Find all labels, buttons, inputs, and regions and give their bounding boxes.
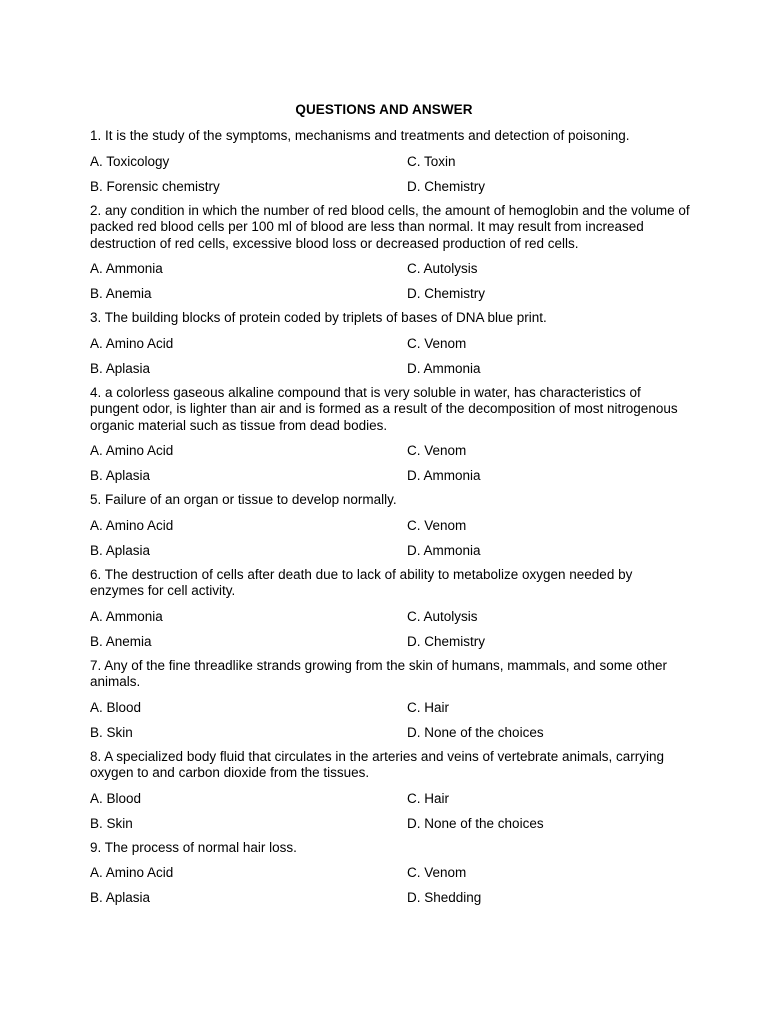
choice-a: A. Blood (90, 699, 142, 715)
question-list (90, 128, 690, 914)
choice-row (90, 864, 690, 881)
question-item (90, 749, 690, 832)
choice-b: B. Skin (90, 815, 133, 831)
question-text: 9. The process of normal hair loss. (90, 839, 297, 855)
choice-row (90, 360, 690, 377)
choice-c: C. Autolysis (407, 608, 478, 624)
question-text: 8. A specialized body fluid that circulates in the arteries and veins of vertebrate animals, carrying oxygen to and carbon dioxide from the tissues. (90, 748, 665, 780)
question-text: 3. The building blocks of protein coded by triplets of bases of DNA blue print. (90, 310, 547, 325)
choice-row (90, 608, 690, 625)
choice-row (90, 724, 690, 741)
choice-a: A. Amino Acid (90, 865, 174, 880)
question-text: 7. Any of the fine threadlike strands growing from the skin of humans, mammals, and some other animals. (90, 657, 668, 689)
question-item (90, 840, 690, 907)
choice-c: C. Hair (407, 790, 450, 806)
choice-a: A. Ammonia (90, 608, 163, 624)
question-text: 5. Failure of an organ or tissue to develop normally. (90, 492, 397, 507)
choice-row (90, 153, 690, 170)
question-item (90, 658, 690, 741)
choice-d: D. None of the choices (407, 815, 544, 831)
choice-d: D. Ammonia (407, 542, 481, 558)
choice-row (90, 442, 690, 459)
choice-b: B. Aplasia (90, 360, 151, 376)
question-item (90, 128, 690, 195)
choice-a: A. Amino Acid (90, 517, 174, 533)
choice-d: D. None of the choices (407, 724, 544, 740)
choice-row (90, 285, 690, 302)
choice-a: A. Ammonia (90, 261, 163, 276)
choice-row (90, 260, 690, 277)
choice-d: D. Chemistry (407, 286, 486, 301)
choice-a: A. Blood (90, 790, 142, 806)
choice-a: A. Amino Acid (90, 335, 174, 351)
choice-row (90, 467, 690, 484)
choice-row (90, 815, 690, 832)
choice-row (90, 542, 690, 559)
choice-row (90, 699, 690, 716)
question-item (90, 567, 690, 650)
question-text: 4. a colorless gaseous alkaline compound that is very soluble in water, has characteristics of pungent odor, is lighter than air and is formed as a result of the decomposition of most nitrogenous organic material such as tissue from dead bodies. (90, 384, 678, 433)
choice-a: A. Toxicology (90, 153, 170, 169)
question-item (90, 203, 690, 303)
choice-d: D. Chemistry (407, 178, 486, 194)
choice-c: C. Venom (407, 335, 467, 351)
choice-d: D. Chemistry (407, 633, 486, 649)
question-text: 6. The destruction of cells after death due to lack of ability to metabolize oxygen needed by enzymes for cell activity. (90, 566, 633, 598)
choice-b: B. Anemia (90, 286, 152, 301)
choice-b: B. Aplasia (90, 468, 151, 483)
question-item (90, 310, 690, 377)
choice-b: B. Forensic chemistry (90, 178, 220, 194)
question-item (90, 385, 690, 485)
choice-c: C. Venom (407, 443, 467, 458)
choice-c: C. Autolysis (407, 261, 478, 276)
choice-row (90, 178, 690, 195)
choice-row (90, 633, 690, 650)
choice-c: C. Hair (407, 699, 450, 715)
choice-c: C. Venom (407, 865, 467, 880)
question-item (90, 492, 690, 559)
choice-a: A. Amino Acid (90, 443, 174, 458)
choice-c: C. Venom (407, 517, 467, 533)
choice-b: B. Aplasia (90, 542, 151, 558)
choice-row (90, 889, 690, 906)
choice-b: B. Skin (90, 724, 133, 740)
choice-c: C. Toxin (407, 153, 456, 169)
choice-row (90, 790, 690, 807)
page-title: QUESTIONS AND ANSWER (295, 102, 473, 117)
choice-d: D. Ammonia (407, 468, 481, 483)
choice-row (90, 517, 690, 534)
choice-b: B. Aplasia (90, 890, 151, 905)
question-text: 2. any condition in which the number of red blood cells, the amount of hemoglobin and the volume of packed red blood cells per 100 ml of blood are less than normal. It may result from increased destruction of red cells, excessive blood loss or decreased production of red cells. (90, 202, 690, 251)
choice-d: D. Ammonia (407, 360, 481, 376)
choice-row (90, 335, 690, 352)
question-text: 1. It is the study of the symptoms, mechanisms and treatments and detection of poisoning. (90, 128, 630, 143)
choice-d: D. Shedding (407, 890, 482, 905)
choice-b: B. Anemia (90, 633, 152, 649)
